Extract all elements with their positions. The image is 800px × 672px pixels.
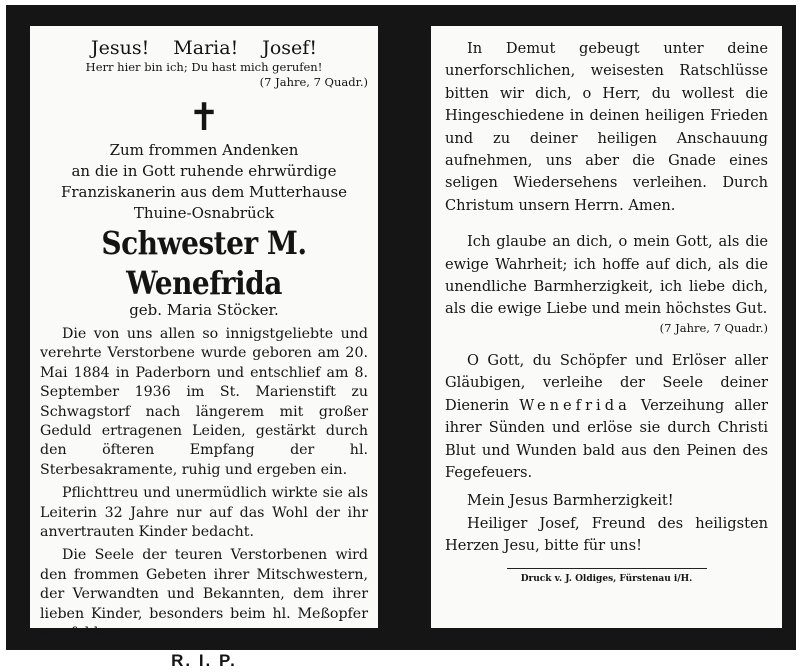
intro-line-1: Zum frommen Andenken	[109, 141, 299, 159]
biography-paragraph: Die von uns allen so innigstgeliebte und verehrte Verstorbene wurde geboren am 20. Mai 1884 in Paderborn und entschlief am 8. September 1936 im St. Marienstift zu Schwagstorf nach längerem mit großer Geduld ertragenen Leiden, gestärkt durch den öfteren Empfang der hl. Sterbesakramente, ruhig und ergeben ein.	[40, 326, 368, 478]
printer-imprint: Druck v. J. Oldiges, Fürstenau i/H.	[520, 573, 693, 584]
prayer-for-departed: In Demut gebeugt unter deine unerforschlichen, weisesten Ratschlüsse bitten wir dich, o Herr, du wollest die Hingeschiedene in deinen heiligen Frieden und zu deiner heiligen Anschauung aufnehmen, uns aber die Gnade eines seligen Wiedersehens verleihen. Durch Christum unsern Herrn. Amen.	[445, 40, 768, 214]
left-panel	[30, 26, 378, 670]
ejaculation-josef: Heiliger Josef, Freund des heiligsten Herzen Jesu, bitte für uns!	[445, 514, 768, 555]
prayer-indulgence-ref: (7 Jahre, 7 Quadr.)	[259, 75, 368, 89]
prayer3-text-end: Verzeihung aller ihrer Sünden und erlöse sie durch Christi Blut und Wunden bald aus den Peinen des Fegefeuers.	[445, 396, 768, 481]
deceased-name: Schwester M. Wenefrida	[101, 224, 307, 303]
rip-text: R. I. P.	[171, 650, 237, 670]
act-of-faith-prayer: Ich glaube an dich, o mein Gott, als die ewige Wahrheit; ich hoffe auf dich, als die unendliche Barmherzigkeit, ich liebe dich, als die ewige Liebe und mein höchstes Gut.	[445, 233, 768, 318]
memorial-card	[6, 5, 796, 670]
prayer3-name: Wenefrida	[519, 396, 631, 414]
intro-line-4: Thuine-Osnabrück	[133, 204, 275, 222]
service-paragraph: Pflichttreu und unermüdlich wirkte sie als Leiterin 32 Jahre nur auf das Wohl der ihr anvertrauten Kinder bedacht.	[40, 485, 368, 541]
prayer2-indulgence-ref: (7 Jahre, 7 Quadr.)	[659, 320, 768, 335]
intro-line-3: Franziskanerin aus dem Mutterhause	[60, 183, 348, 201]
birth-name: geb. Maria Stöcker.	[129, 301, 279, 319]
right-panel	[431, 26, 782, 628]
intro-line-2: an die in Gott ruhende ehrwürdige	[71, 162, 337, 180]
prayer-for-soul	[445, 350, 768, 484]
commendation-paragraph: Die Seele der teuren Verstorbenen wird den frommen Gebeten ihrer Mitschwestern, der Verwandten und Bekannten, dem ihrer lieben Kinder, besonders beim hl. Meßopfer empfohlen.	[40, 547, 368, 642]
invocation: Jesus! Maria! Josef!	[91, 37, 317, 59]
prayer3-text-start: O Gott, du Schöpfer und Erlöser aller Gläubigen, verleihe der Seele deiner Dienerin	[445, 351, 768, 414]
divider	[507, 568, 707, 569]
prayer-line: Herr hier bin ich; Du hast mich gerufen!	[85, 60, 323, 74]
cross-icon: ✝	[188, 95, 220, 139]
ejaculation-jesus: Mein Jesus Barmherzigkeit!	[467, 492, 674, 510]
